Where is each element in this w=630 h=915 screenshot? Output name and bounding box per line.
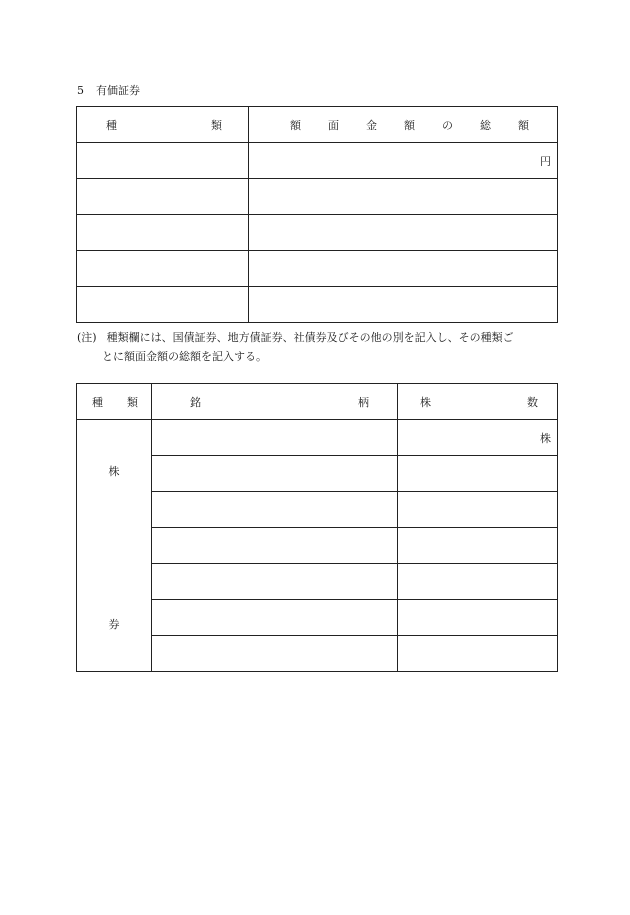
amount-cell[interactable]: [249, 143, 558, 179]
yen-unit: 円: [540, 154, 551, 168]
kind-label-certificate: 券: [108, 618, 120, 631]
amount-cell[interactable]: [249, 179, 558, 215]
issue-name-cell[interactable]: [152, 420, 398, 456]
share-count-cell[interactable]: [398, 420, 558, 456]
table-row: [77, 251, 558, 287]
kind-cell[interactable]: [77, 287, 249, 323]
share-count-cell[interactable]: [398, 636, 558, 672]
kind-cell[interactable]: [77, 251, 249, 287]
section-title-text: 有価証券: [96, 84, 140, 97]
issue-name-cell[interactable]: [152, 456, 398, 492]
issue-name-cell[interactable]: [152, 636, 398, 672]
kind-cell[interactable]: [77, 179, 249, 215]
share-count-cell[interactable]: [398, 564, 558, 600]
section-title: [77, 84, 140, 98]
issue-name-cell[interactable]: [152, 564, 398, 600]
kind-merged-cell: [77, 420, 152, 672]
kind-label-stock: 株: [108, 465, 120, 478]
table-header-row: [77, 107, 558, 143]
note-line-1: (注) 種類欄には、国債証券、地方債証券、社債券及びその他の別を記入し、その種類ご: [77, 331, 514, 344]
section-number: 5: [77, 84, 84, 97]
shares-unit: 株: [540, 431, 551, 445]
issue-name-cell[interactable]: [152, 492, 398, 528]
table-row: [77, 143, 558, 179]
table-row: [77, 420, 558, 456]
amount-cell[interactable]: [249, 251, 558, 287]
share-count-cell[interactable]: [398, 528, 558, 564]
header-kind: 種 類: [77, 107, 249, 143]
share-count-cell[interactable]: [398, 456, 558, 492]
note: [77, 328, 557, 366]
share-count-cell[interactable]: [398, 600, 558, 636]
issue-name-cell[interactable]: [152, 600, 398, 636]
table-row: [77, 287, 558, 323]
kind-cell[interactable]: [77, 215, 249, 251]
table-header-row: [77, 384, 558, 420]
note-tag: (注): [77, 331, 97, 344]
stock-shares-table: [76, 383, 558, 672]
share-count-cell[interactable]: [398, 492, 558, 528]
kind-cell[interactable]: [77, 143, 249, 179]
issue-name-cell[interactable]: [152, 528, 398, 564]
header-share-count: 株 数: [398, 384, 558, 420]
amount-cell[interactable]: [249, 287, 558, 323]
note-line-2: とに額面金額の総額を記入する。: [102, 350, 267, 363]
header-total-face-amount: 額 面 金 額 の 総 額: [249, 107, 558, 143]
header-kind: 種 類: [77, 384, 152, 420]
header-issue-name: 銘 柄: [152, 384, 398, 420]
amount-cell[interactable]: [249, 215, 558, 251]
table-row: [77, 179, 558, 215]
table-row: [77, 215, 558, 251]
securities-amount-table: [76, 106, 558, 323]
